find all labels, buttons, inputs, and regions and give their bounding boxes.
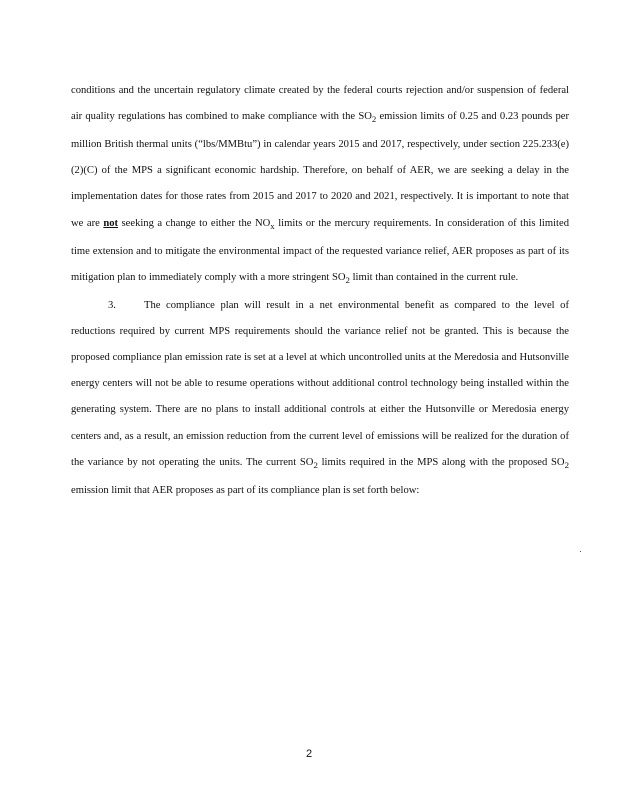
subscript: 2 (564, 459, 569, 470)
text-run: emission limit that AER proposes as part of its compliance plan is set forth below: (71, 484, 420, 496)
subscript: 2 (371, 114, 377, 125)
subscript: 2 (313, 459, 318, 470)
text-run: limit than contained in the current rule. (349, 271, 519, 283)
scan-speck (580, 551, 581, 552)
paragraph-3 (71, 293, 569, 504)
page-number: 2 (305, 748, 313, 760)
paragraph-continued (71, 78, 569, 293)
text-run: seeking a change to either the NO (118, 217, 271, 229)
text-run: The compliance plan will result in a net environmental benefit as compared to the level of reductions required by current MPS requirements should the variance relief not be granted. This is because the proposed compliance plan emission rate is set at a level at which uncontrolled units at the Meredosia and Hutsonville energy centers will not be able to resume operations without additional control technology being installed within the generating system. There are no plans to install additional controls at either the Hutsonville or Meredosia energy centers and, as a result, an emission reduction from the current level of emissions will be realized for the duration of the variance by not operating the units. The current SO (71, 300, 569, 468)
text-run: conditions and the uncertain regulatory climate created by the federal courts rejection and/or suspension of federal air quality regulations has combined to make compliance with the SO (71, 85, 569, 123)
text-run: emission limits of 0.25 and 0.23 pounds per million British thermal units (“lbs/MMBtu”) in calendar years 2015 and 2017, respectively, under section 225.233(e)(2)(C) of the MPS a significant economic hardship. Therefore, on behalf of AER, we are seeking a delay in the implementation dates for those rates from 2015 and 2017 to 2020 and 2021, respectively. It is important to note that we are (71, 111, 569, 229)
document-body (71, 78, 569, 504)
emphasis-not: not (103, 217, 119, 229)
subscript: x (270, 220, 275, 231)
text-run: limits or the mercury requirements. In consideration of this limited time extension and to mitigate the environmental impact of the requested variance relief, AER proposes as part of its mitigation plan to immediately comply with a more stringent SO (71, 217, 569, 283)
subscript: 2 (345, 274, 350, 285)
text-run: limits required in the MPS along with the proposed SO (317, 456, 565, 468)
paragraph-number: 3. (108, 300, 116, 312)
